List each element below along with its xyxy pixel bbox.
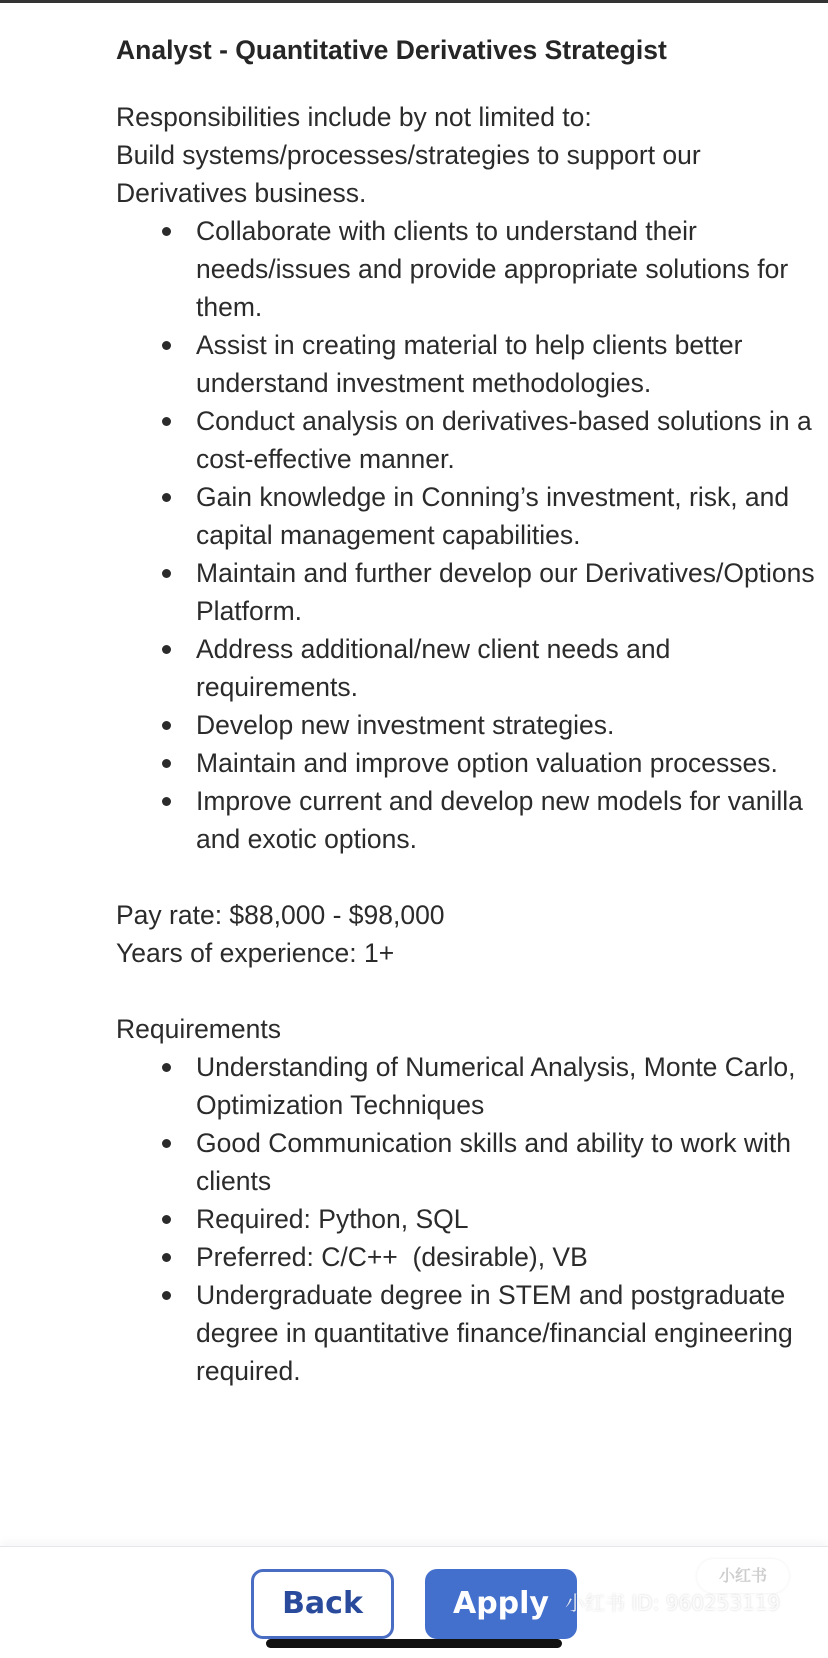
list-item: Undergraduate degree in STEM and postgraduate degree in quantitative finance/financial engineering required. [116,1276,828,1390]
responsibilities-list [116,212,815,858]
list-item: Required: Python, SQL [116,1200,828,1238]
bullet-icon [162,1063,171,1072]
pay-rate: Pay rate: $88,000 - $98,000 [116,900,445,930]
bullet-icon [162,417,171,426]
list-item: Assist in creating material to help clients better understand investment methodologies. [116,326,828,402]
back-button[interactable]: Back [251,1569,394,1639]
requirements-list [116,1048,796,1390]
intro-summary: Build systems/processes/strategies to support our Derivatives business. [116,140,701,208]
list-item: Conduct analysis on derivatives-based solutions in a cost-effective manner. [116,402,828,478]
list-item: Develop new investment strategies. [116,706,828,744]
bullet-icon [162,645,171,654]
list-item: Improve current and develop new models for vanilla and exotic options. [116,782,828,858]
bullet-icon [162,493,171,502]
list-item: Collaborate with clients to understand their needs/issues and provide appropriate solutions for them. [116,212,828,326]
bullet-icon [162,341,171,350]
bullet-icon [162,1291,171,1300]
bullet-icon [162,227,171,236]
apply-button[interactable]: Apply [425,1569,577,1639]
list-item: Maintain and further develop our Derivatives/Options Platform. [116,554,828,630]
top-divider [0,0,828,3]
list-item: Understanding of Numerical Analysis, Monte Carlo, Optimization Techniques [116,1048,828,1124]
intro-line: Responsibilities include by not limited to: [116,102,592,132]
watermark-logo: 小红书 [697,1559,789,1593]
list-item: Gain knowledge in Conning’s investment, risk, and capital management capabilities. [116,478,828,554]
list-item: Address additional/new client needs and requirements. [116,630,828,706]
list-item: Maintain and improve option valuation processes. [116,744,828,782]
bullet-icon [162,1139,171,1148]
bullet-icon [162,797,171,806]
bullet-icon [162,569,171,578]
bullet-icon [162,1253,171,1262]
job-description [116,26,815,1390]
list-item: Good Communication skills and ability to work with clients [116,1124,828,1200]
requirements-heading: Requirements [116,1014,281,1044]
years-of-experience: Years of experience: 1+ [116,938,395,968]
home-indicator[interactable] [266,1639,562,1648]
bullet-icon [162,759,171,768]
list-item: Preferred: C/C++ (desirable), VB [116,1238,828,1276]
watermark-text: 小红书 ID: 960253119 [565,1591,781,1615]
action-bar [0,1546,828,1658]
job-title: Analyst - Quantitative Derivatives Strategist [116,35,667,65]
bullet-icon [162,721,171,730]
bullet-icon [162,1215,171,1224]
